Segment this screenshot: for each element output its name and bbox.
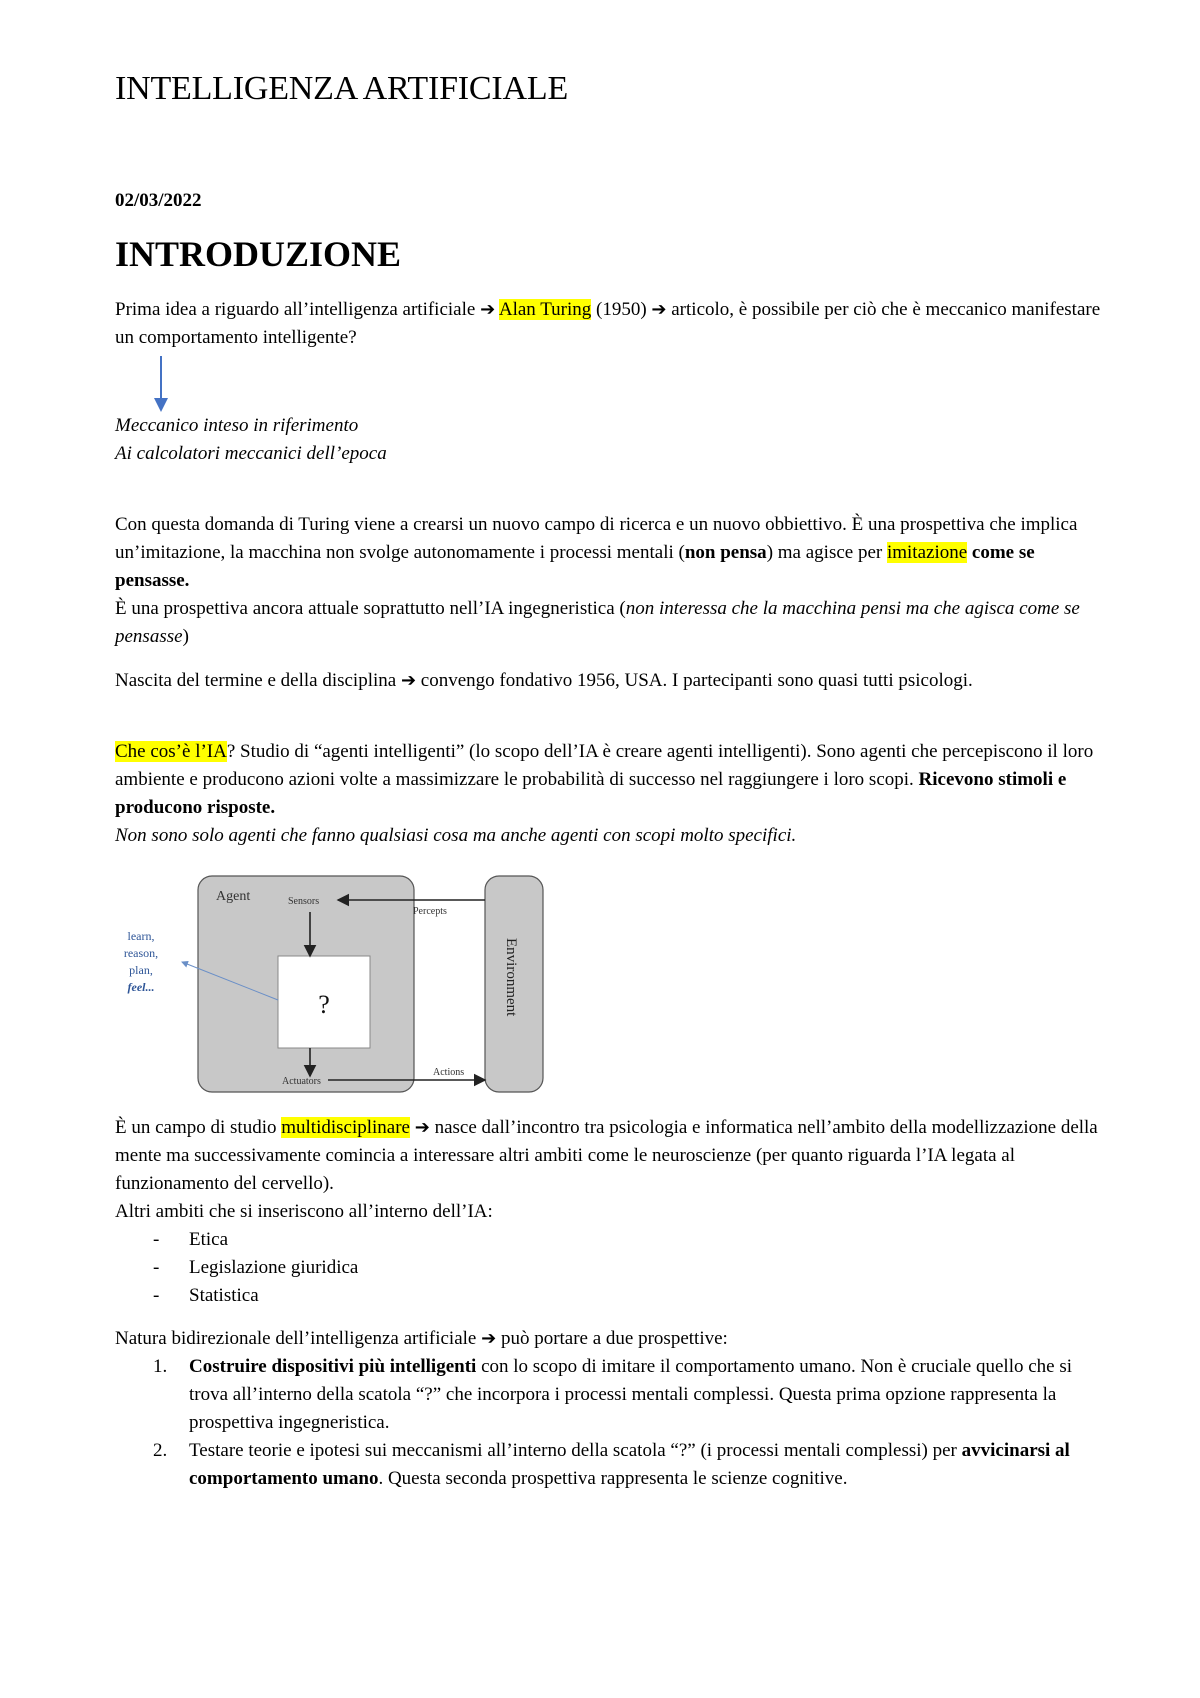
list-item: - Etica — [153, 1229, 229, 1250]
down-arrow-icon — [150, 356, 174, 416]
diagram-actions-label: Actions — [433, 1067, 465, 1078]
paragraph-imitazione: Con questa domanda di Turing viene a crearsi un nuovo campo di ricerca e un nuovo obbiettivo. È una prospettiva che implica un’imitazione, la macchina non svolge autonomamente i processi mentali (non pensa) ma agisce per imitazione come se pensasse. È una prospettiva ancora attuale soprattutto nell’IA ingegneristica (non interessa che la macchina pensi ma che agisca come se pensasse) — [115, 514, 1080, 647]
diagram-side-learn: learn, — [127, 929, 155, 943]
diagram-actuators-label: Actuators — [282, 1076, 321, 1087]
highlight-multidisciplinare: multidisciplinare — [281, 1117, 410, 1138]
diagram-side-reason: reason, — [123, 946, 159, 960]
list-item: - Statistica — [153, 1285, 259, 1306]
section-heading: INTRODUZIONE — [115, 234, 402, 274]
highlight-imitazione: imitazione — [886, 542, 968, 563]
ambiti-list — [115, 1226, 358, 1310]
prospettive-list — [115, 1353, 1109, 1493]
diagram-sensors-label: Sensors — [288, 896, 320, 907]
paragraph-che-cose-ia: Che cos’è l’IA? Studio di “agenti intelligenti” (lo scopo dell’IA è creare agenti intelligenti). Sono agenti che percepiscono il loro ambiente e producono azioni volte a massimizzare le probabilità di successo nel raggiungere i loro scopi. Ricevono stimoli e producono risposte. Non sono solo agenti che fanno qualsiasi cosa ma anche agenti con scopi molto specifici. — [115, 741, 1094, 846]
list-item: 1. Costruire dispositivi più intelligenti con lo scopo di imitare il comportamento umano. Non è cruciale quello che si trova all’interno della scatola “?” che incorpora i processi mentali complessi. Questa prima opzione rappresenta la prospettiva ingegneristica. — [153, 1356, 1073, 1433]
paragraph-bidirezionale: Natura bidirezionale dell’intelligenza artificiale ➔ può portare a due prospettive: — [115, 1328, 728, 1349]
arrow-icon: ➔ — [480, 299, 496, 320]
list-item: 2. Testare teorie e ipotesi sui meccanismi all’interno della scatola “?” (i processi mentali complessi) per avvicinarsi al comportamento umano. Questa seconda prospettiva rappresenta le scienze cognitive. — [153, 1440, 1070, 1489]
arrow-icon: ➔ — [414, 1117, 430, 1138]
arrow-icon: ➔ — [400, 670, 417, 691]
arrow-icon: ➔ — [481, 1328, 497, 1349]
diagram-side-plan: plan, — [129, 963, 153, 977]
diagram-agent-label: Agent — [216, 889, 251, 904]
date: 02/03/2022 — [115, 190, 202, 211]
highlight-alan-turing: Alan Turing — [498, 299, 592, 320]
agent-diagram — [110, 870, 550, 1100]
diagram-percepts-label: Percepts — [413, 906, 447, 917]
diagram-side-feel: feel... — [127, 980, 155, 994]
list-item: - Legislazione giuridica — [153, 1257, 359, 1278]
paragraph-nascita: Nascita del termine e della disciplina ➔ convengo fondativo 1956, USA. I partecipanti sono quasi tutti psicologi. — [115, 670, 973, 691]
document-title: INTELLIGENZA ARTIFICIALE — [115, 70, 569, 107]
diagram-environment-label: Environment — [503, 938, 519, 1017]
paragraph-turing: Prima idea a riguardo all’intelligenza artificiale ➔ Alan Turing (1950) ➔ articolo, è possibile per ciò che è meccanico manifestare un comportamento intelligente? — [115, 299, 1101, 348]
highlight-che-cose-ia: Che cos’è l’IA — [115, 741, 227, 762]
diagram-question-label: ? — [318, 990, 330, 1019]
paragraph-multidisciplinare: È un campo di studio multidisciplinare ➔ nasce dall’incontro tra psicologia e informatica nell’ambito della modellizzazione della mente ma successivamente comincia a interessare altri ambiti come le neuroscienze (per quanto riguarda l’IA legata al funzionamento del cervello). Altri ambiti che si inseriscono all’interno dell’IA: — [115, 1117, 1098, 1222]
arrow-icon: ➔ — [651, 299, 667, 320]
note-meccanico: Meccanico inteso in riferimento Ai calcolatori meccanici dell’epoca — [115, 415, 387, 464]
